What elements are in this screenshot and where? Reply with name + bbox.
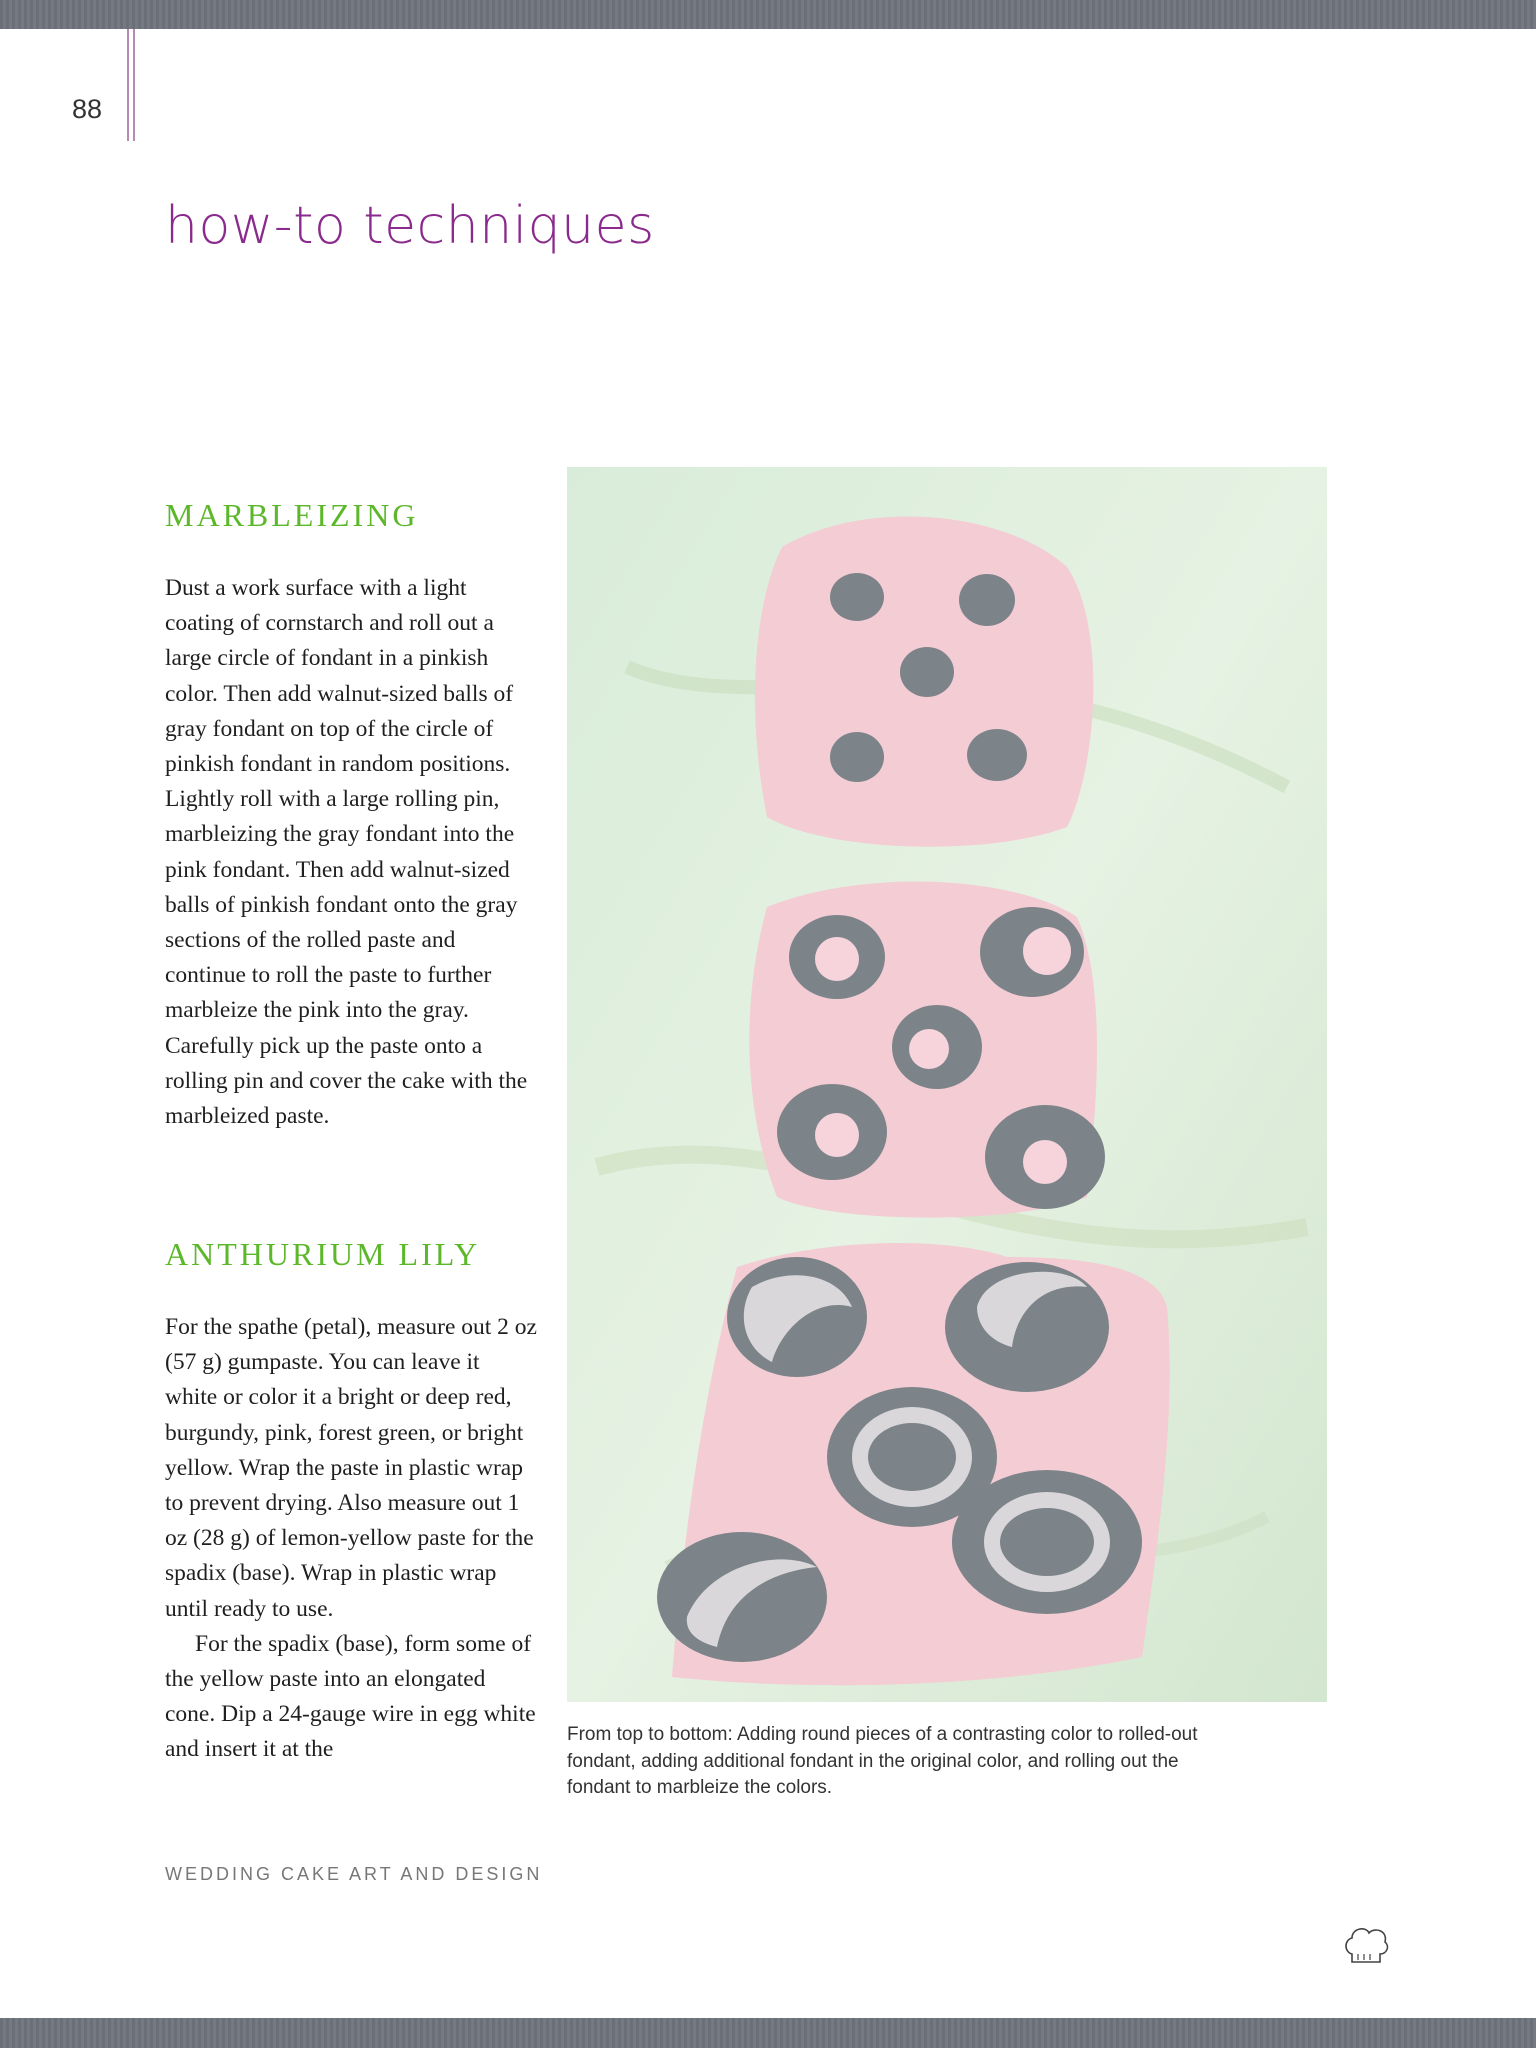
section-heading-marbleizing: MARBLEIZING <box>165 497 419 533</box>
marbleizing-photo <box>567 467 1327 1702</box>
bottom-border <box>0 2018 1536 2048</box>
margin-rule <box>133 29 135 141</box>
top-border <box>0 0 1536 29</box>
paragraph: For the spadix (base), form some of the yellow paste into an elongated cone. Dip a 24-gauge wire in egg white and insert it at the <box>165 1630 536 1763</box>
anthurium-lily-body <box>165 1310 537 1768</box>
paragraph: Dust a work surface with a light coating of cornstarch and roll out a large circle of fondant in a pinkish color. Then add walnut-sized balls of gray fondant on top of the circle of pinkish fondant in random positions. Lightly roll with a large rolling pin, marbleizing the gray fondant into the pink fondant. Then add walnut-sized balls of pinkish fondant onto the gray sections of the rolled paste and continue to roll the paste to further marbleize the pink into the gray. Carefully pick up the paste onto a rolling pin and cover the cake with the marbleized paste. <box>165 575 528 1130</box>
marbleizing-body <box>165 571 537 1134</box>
chef-hat-icon <box>1340 1920 1392 1972</box>
margin-rule <box>127 29 129 141</box>
figure-caption: From top to bottom: Adding round pieces of a contrasting color to rolled-out fondant, adding additional fondant in the original color, and rolling out the fondant to marbleize the colors. <box>567 1724 1198 1798</box>
section-heading-anthurium-lily: ANTHURIUM LILY <box>165 1236 481 1272</box>
chapter-title: how-to techniques <box>165 196 655 256</box>
running-footer: WEDDING CAKE ART AND DESIGN <box>165 1864 543 1884</box>
page-number: 88 <box>72 94 103 124</box>
paragraph: For the spathe (petal), measure out 2 oz (57 g) gumpaste. You can leave it white or color it a bright or deep red, burgundy, pink, forest green, or bright yellow. Wrap the paste in plastic wrap to prevent drying. Also measure out 1 oz (28 g) of lemon-yellow paste for the spadix (base). Wrap in plastic wrap until ready to use. <box>165 1314 537 1622</box>
